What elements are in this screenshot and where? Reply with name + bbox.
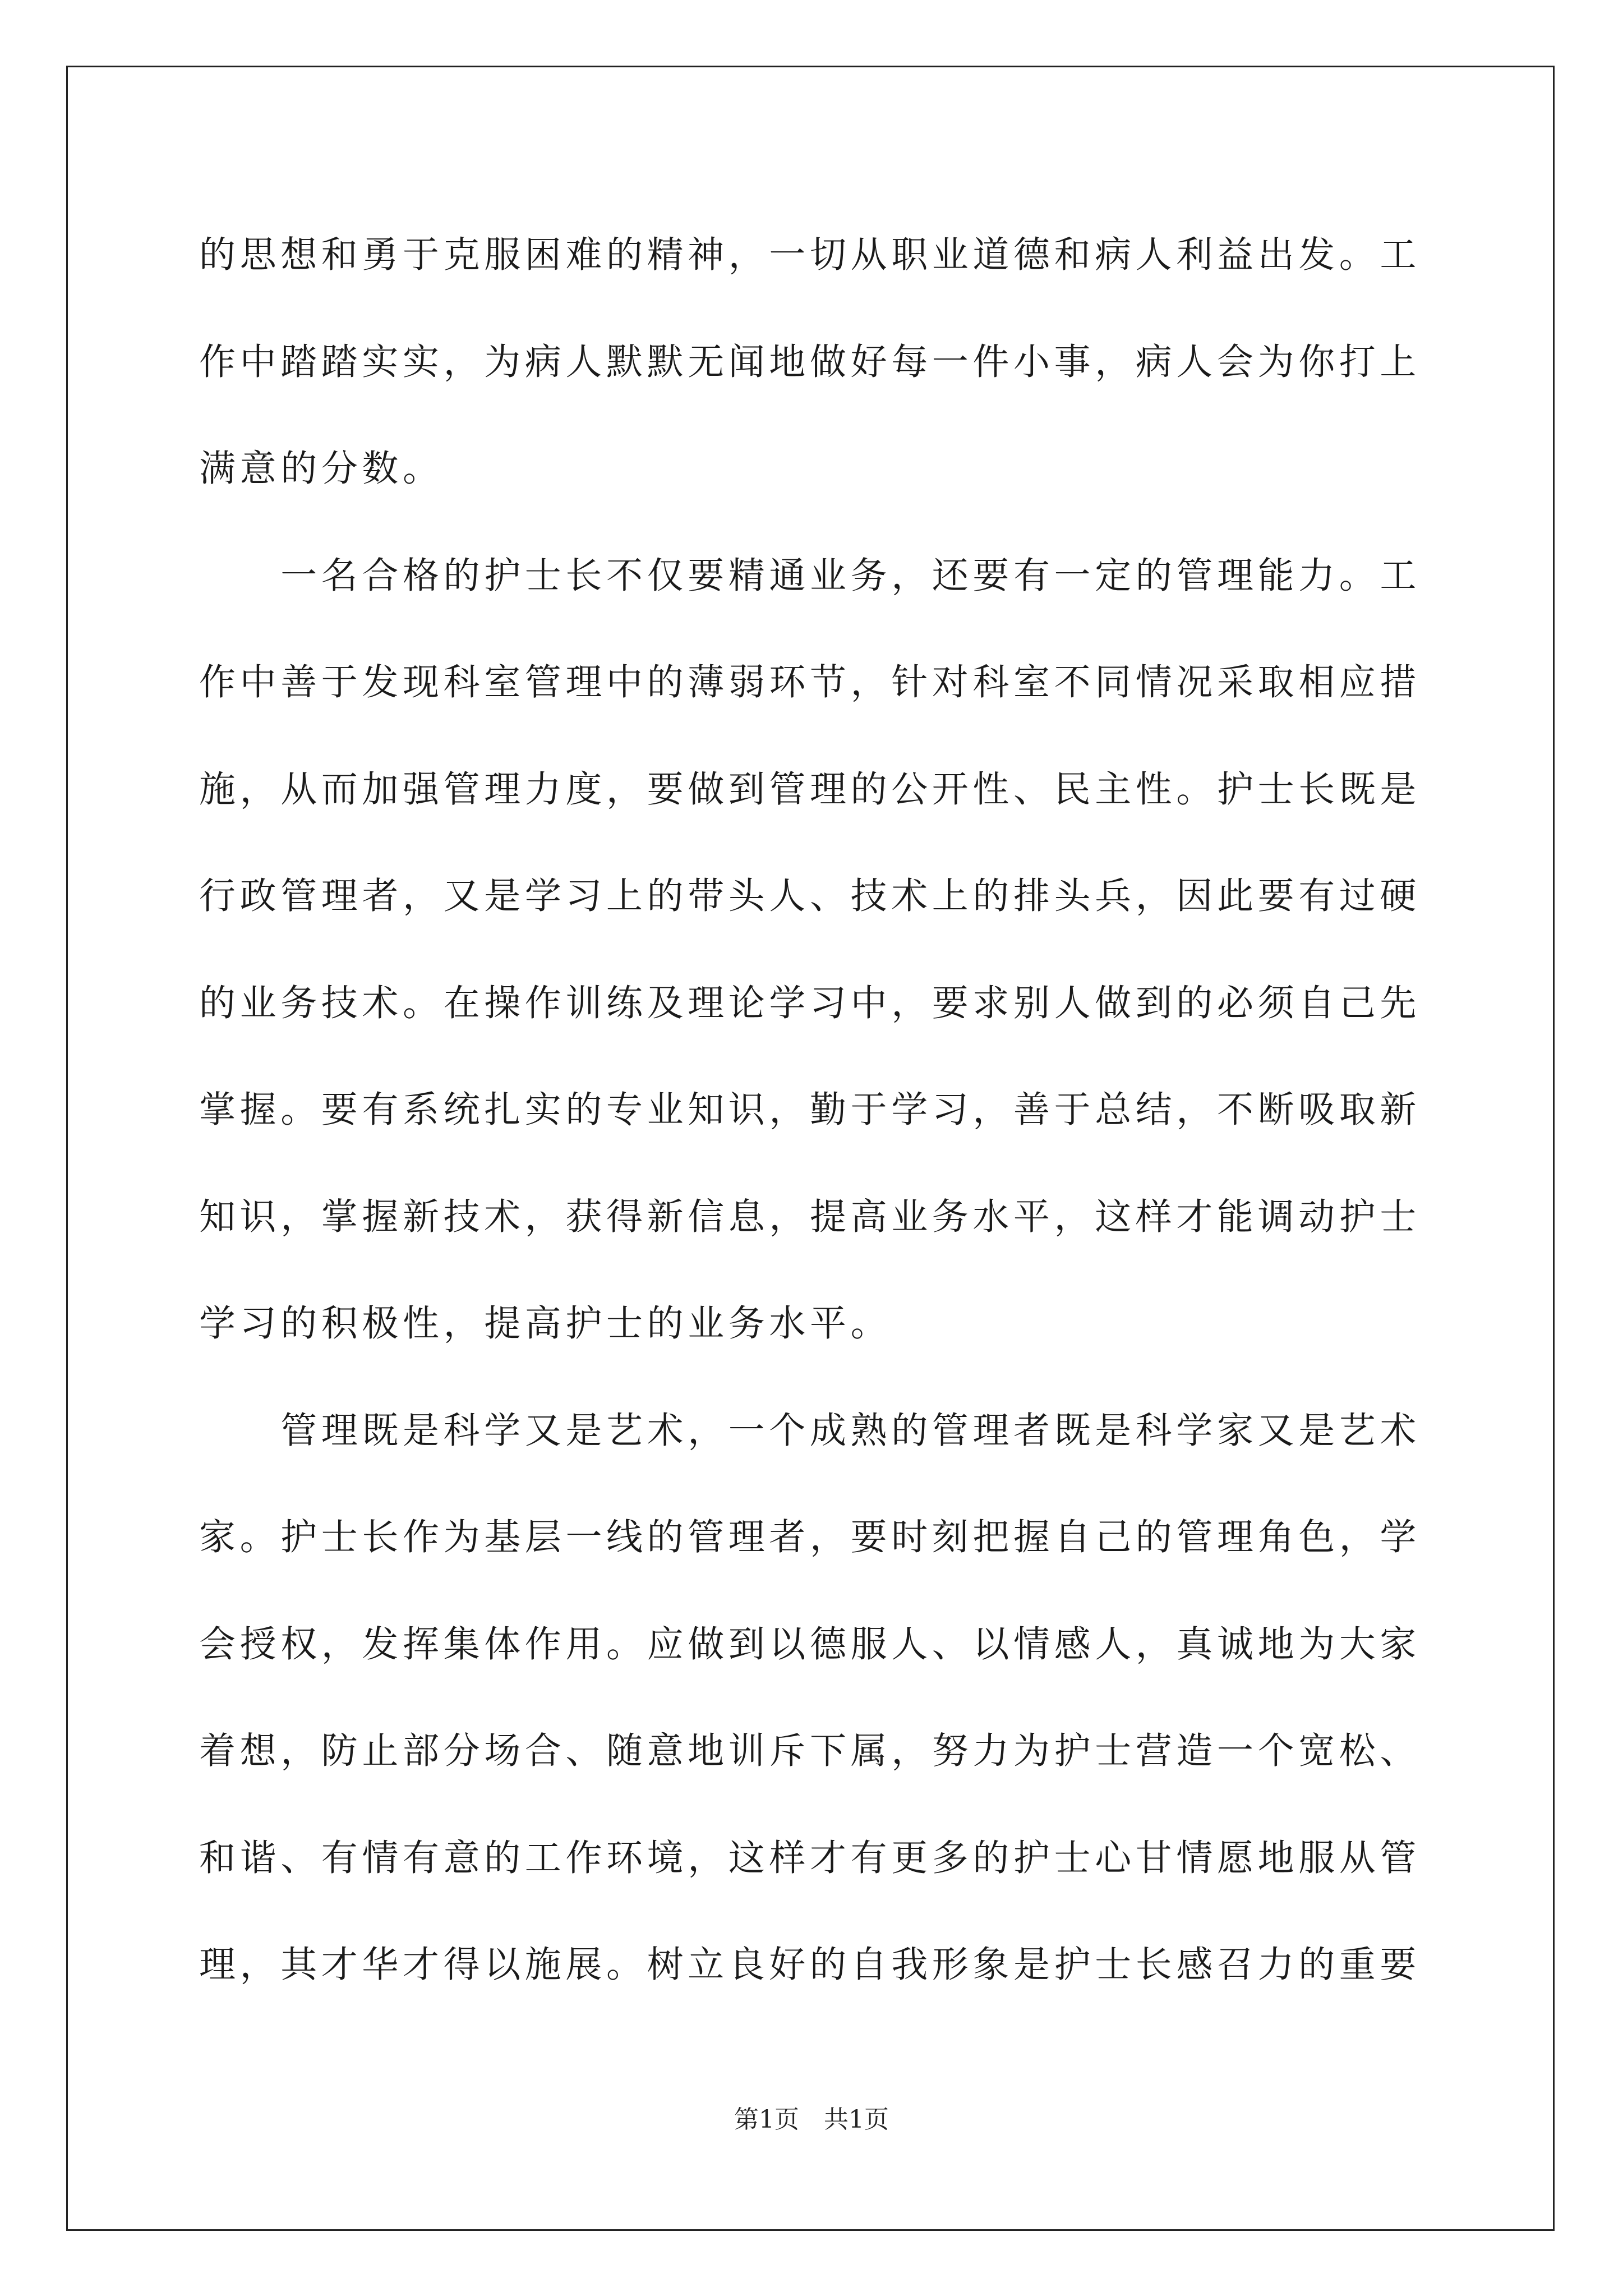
text-line: 和谐、有情有意的工作环境，这样才有更多的护士心甘情愿地服从管 <box>199 1837 1421 1879</box>
text-line: 行政管理者，又是学习上的带头人、技术上的排头兵，因此要有过硬 <box>199 875 1421 917</box>
text-line: 会授权，发挥集体作用。应做到以德服人、以情感人，真诚地为大家 <box>199 1623 1421 1665</box>
text-line: 理，其才华才得以施展。树立良好的自我形象是护士长感召力的重要 <box>199 1944 1421 1986</box>
text-line: 知识，掌握新技术，获得新信息，提高业务水平，这样才能调动护士 <box>199 1195 1421 1238</box>
text-line: 满意的分数。 <box>199 448 444 490</box>
page-number-footer: 第1页 共1页 <box>734 2105 889 2134</box>
text-line: 掌握。要有系统扎实的专业知识，勤于学习，善于总结，不断吸取新 <box>199 1089 1421 1131</box>
document-body <box>199 222 1427 2039</box>
text-line: 着想，防止部分场合、随意地训斥下属，努力为护士营造一个宽松、 <box>199 1730 1421 1772</box>
text-line: 作中踏踏实实，为病人默默无闻地做好每一件小事，病人会为你打上 <box>199 341 1421 383</box>
text-line: 家。护士长作为基层一线的管理者，要时刻把握自己的管理角色，学 <box>199 1516 1421 1558</box>
text-line: 一名合格的护士长不仅要精通业务，还要有一定的管理能力。工 <box>199 554 1421 597</box>
text-line: 的思想和勇于克服困难的精神，一切从职业道德和病人利益出发。工 <box>199 234 1421 276</box>
text-line: 管理既是科学又是艺术，一个成熟的管理者既是科学家又是艺术 <box>199 1409 1421 1452</box>
text-line: 的业务技术。在操作训练及理论学习中，要求别人做到的必须自己先 <box>199 982 1421 1024</box>
text-line: 作中善于发现科室管理中的薄弱环节，针对科室不同情况采取相应措 <box>199 661 1421 703</box>
text-line: 学习的积极性，提高护士的业务水平。 <box>199 1303 892 1345</box>
text-line: 施，从而加强管理力度，要做到管理的公开性、民主性。护士长既是 <box>199 768 1421 811</box>
